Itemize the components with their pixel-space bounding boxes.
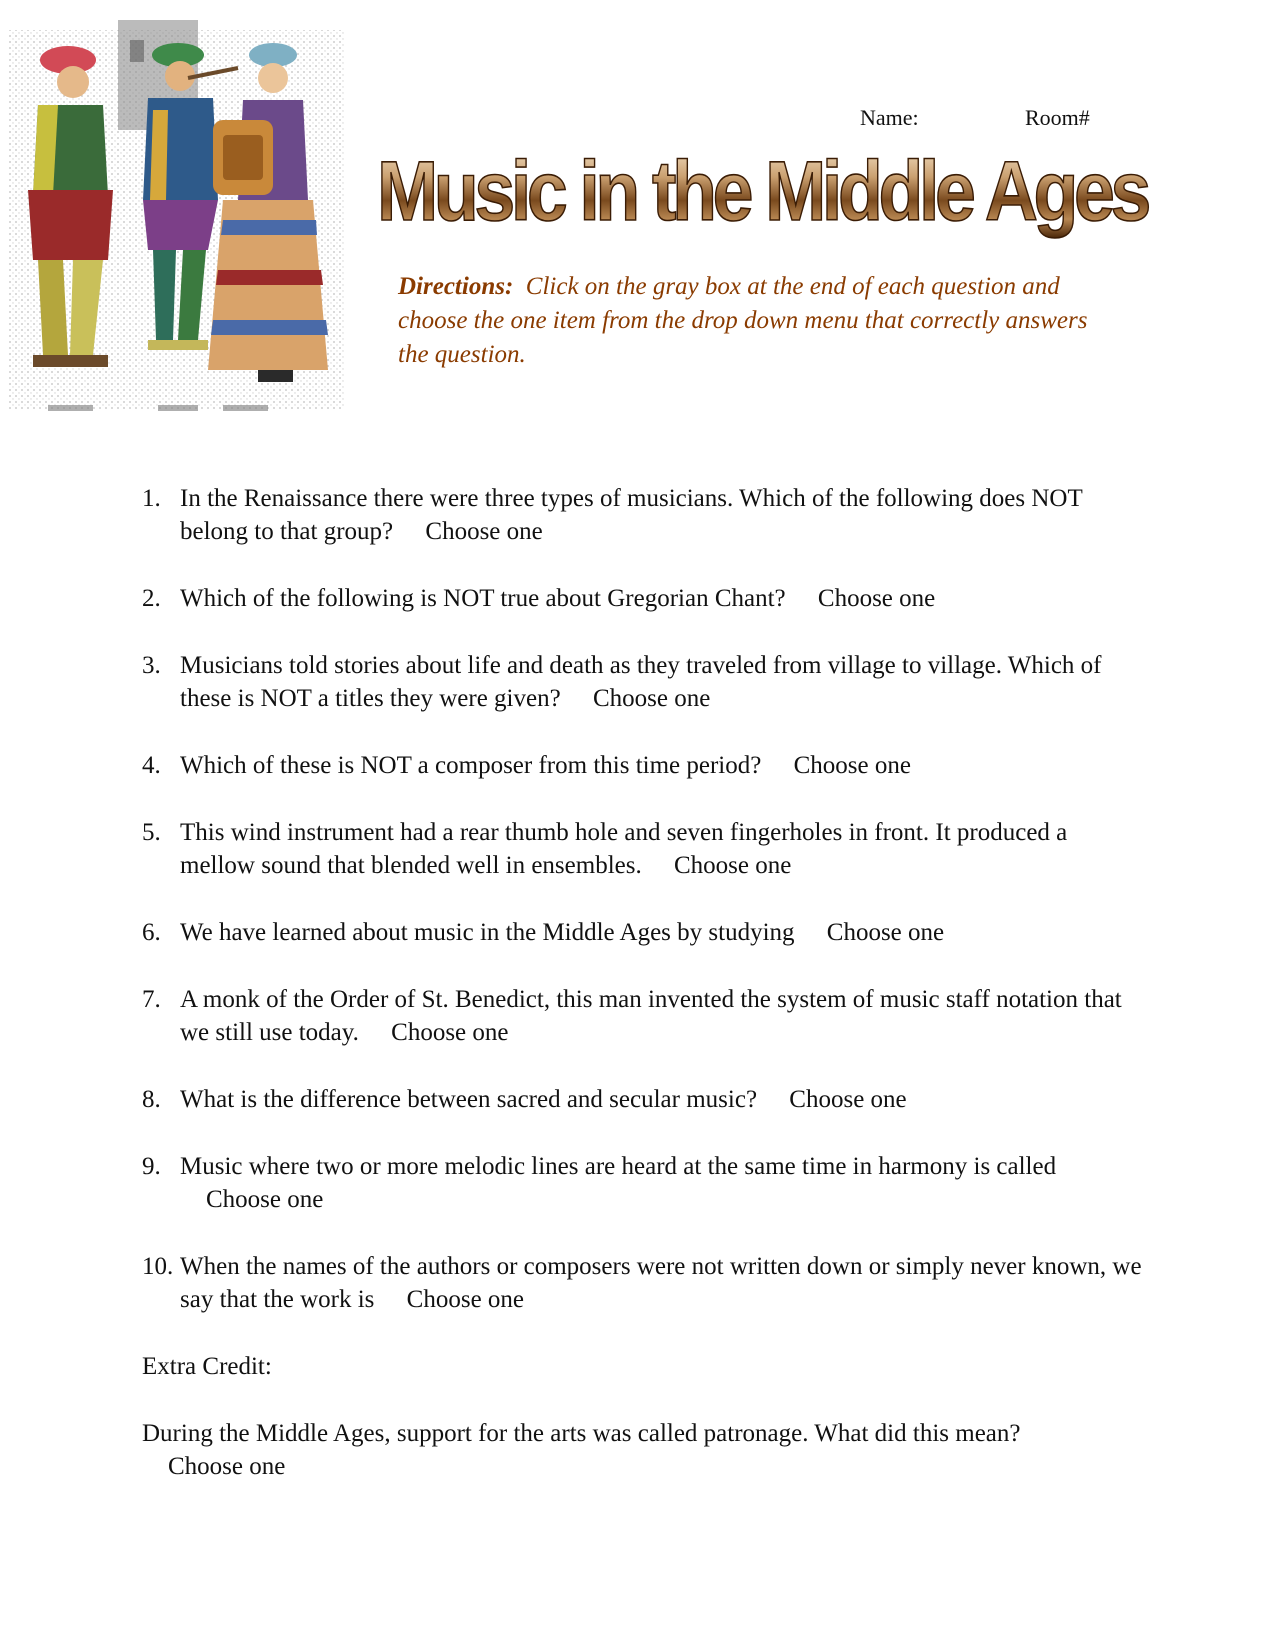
answer-dropdown-3[interactable]: Choose one bbox=[592, 685, 711, 712]
question-1 bbox=[142, 482, 1142, 548]
question-7 bbox=[142, 983, 1142, 1049]
question-5 bbox=[142, 816, 1142, 882]
question-text: Musicians told stories about life and death as they traveled from village to village. Which of these is NOT a titles they were given? bbox=[180, 652, 1102, 712]
directions bbox=[398, 270, 1118, 372]
question-4 bbox=[142, 749, 1142, 782]
extra-credit-section bbox=[142, 1350, 1142, 1483]
question-text: Music where two or more melodic lines are heard at the same time in harmony is called bbox=[180, 1153, 1057, 1180]
question-number: 10. bbox=[142, 1253, 174, 1280]
question-9 bbox=[142, 1150, 1142, 1216]
question-2 bbox=[142, 582, 1142, 615]
question-number: 3. bbox=[142, 652, 161, 679]
question-text: We have learned about music in the Middle Ages by studying bbox=[180, 919, 795, 946]
name-label: Name: bbox=[860, 105, 919, 130]
question-3 bbox=[142, 649, 1142, 715]
question-number: 4. bbox=[142, 752, 161, 779]
question-number: 8. bbox=[142, 1086, 161, 1113]
question-number: 1. bbox=[142, 485, 161, 512]
answer-dropdown-8[interactable]: Choose one bbox=[789, 1086, 907, 1113]
answer-dropdown-10[interactable]: Choose one bbox=[406, 1286, 525, 1313]
question-text: This wind instrument had a rear thumb hole and seven fingerholes in front. It produced a mellow sound that blended well in ensembles. bbox=[180, 819, 1068, 879]
answer-dropdown-4[interactable]: Choose one bbox=[793, 752, 911, 779]
question-number: 5. bbox=[142, 819, 161, 846]
medieval-musicians-illustration bbox=[8, 10, 344, 430]
question-list bbox=[142, 482, 1142, 1350]
answer-dropdown-7[interactable]: Choose one bbox=[391, 1019, 509, 1046]
question-number: 9. bbox=[142, 1153, 161, 1180]
question-number: 6. bbox=[142, 919, 161, 946]
question-text: When the names of the authors or composers were not written down or simply never known, we say that the work is bbox=[180, 1253, 1142, 1313]
directions-text: Click on the gray box at the end of each question and choose the one item from the drop down menu that correctly answers the question. bbox=[398, 273, 1088, 368]
answer-dropdown-6[interactable]: Choose one bbox=[826, 919, 945, 946]
answer-dropdown-5[interactable]: Choose one bbox=[673, 852, 792, 879]
question-text: Which of the following is NOT true about Gregorian Chant? bbox=[180, 585, 786, 612]
question-10 bbox=[142, 1250, 1142, 1316]
question-text: What is the difference between sacred and secular music? bbox=[180, 1086, 758, 1113]
extra-credit-label: Extra Credit: bbox=[142, 1353, 272, 1380]
room-label: Room# bbox=[1025, 105, 1090, 130]
question-text: In the Renaissance there were three types of musicians. Which of the following does NOT belong to that group? bbox=[180, 485, 1083, 545]
answer-dropdown-9[interactable]: Choose one bbox=[206, 1186, 324, 1213]
question-number: 7. bbox=[142, 986, 161, 1013]
question-number: 2. bbox=[142, 585, 161, 612]
question-text: Which of these is NOT a composer from this time period? bbox=[180, 752, 762, 779]
directions-label: Directions: bbox=[398, 273, 514, 300]
answer-dropdown-1[interactable]: Choose one bbox=[425, 518, 543, 545]
extra-credit-question bbox=[142, 1417, 1142, 1483]
question-8 bbox=[142, 1083, 1142, 1116]
title-text: Music in the Middle Ages bbox=[377, 144, 1149, 238]
question-6 bbox=[142, 916, 1142, 949]
answer-dropdown-2[interactable]: Choose one bbox=[817, 585, 936, 612]
question-text: A monk of the Order of St. Benedict, this man invented the system of music staff notation that we still use today. bbox=[180, 986, 1122, 1046]
page-title bbox=[362, 140, 1162, 240]
answer-dropdown-extra[interactable]: Choose one bbox=[168, 1453, 286, 1480]
extra-credit-text: During the Middle Ages, support for the arts was called patronage. What did this mean? bbox=[142, 1420, 1021, 1447]
